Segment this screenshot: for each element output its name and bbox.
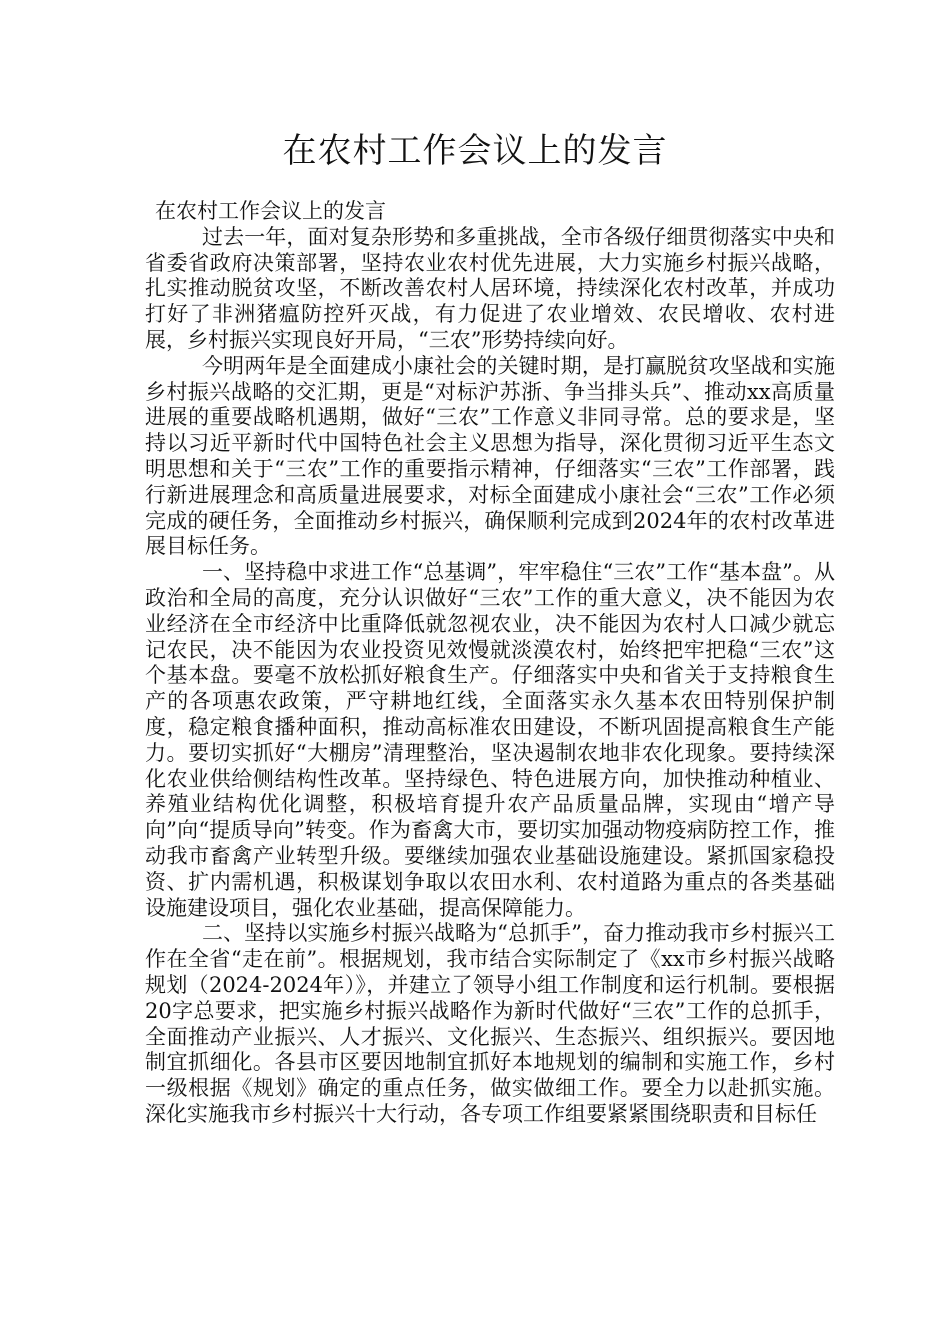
paragraph-requirements: 今明两年是全面建成小康社会的关键时期，是打赢脱贫攻坚战和实施乡村振兴战略的交汇期，更是“对标沪苏浙、争当排头兵”、推动xx高质量进展的重要战略机遇期，做好“三农”工作意义非同寻常。总的要求是，坚持以习近平新时代中国特色社会主义思想为指导，深化贯彻习近平生态文明思想和关于“三农”工作的重要指示精神，仔细落实“三农”工作部署，践行新进展理念和高质量进展要求，对标全面建成小康社会“三农”工作必须完成的硬任务，全面推动乡村振兴，确保顺利完成到2024年的农村改革进展目标任务。: [145, 353, 835, 559]
paragraph-section-one: 一、坚持稳中求进工作“总基调”，牢牢稳住“三农”工作“基本盘”。从政治和全局的高度，充分认识做好“三农”工作的重大意义，决不能因为农业经济在全市经济中比重降低就忽视农业，决不能因为农村人口减少就忘记农民，决不能因为农业投资见效慢就淡漠农村，始终把牢把稳“三农”这个基本盘。要毫不放松抓好粮食生产。仔细落实中央和省关于支持粮食生产的各项惠农政策，严守耕地红线，全面落实永久基本农田特别保护制度，稳定粮食播种面积，推动高标准农田建设，不断巩固提高粮食生产能力。要切实抓好“大棚房”清理整治，坚决遏制农地非农化现象。要持续深化农业供给侧结构性改革。坚持绿色、特色进展方向，加快推动种植业、养殖业结构优化调整，积极培育提升农产品质量品牌，实现由“增产导向”向“提质导向”转变。作为畜禽大市，要切实加强动物疫病防控工作，推动我市畜禽产业转型升级。要继续加强农业基础设施建设。紧抓国家稳投资、扩内需机遇，积极谋划争取以农田水利、农村道路为重点的各类基础设施建设项目，强化农业基础，提高保障能力。: [145, 560, 835, 920]
document-title: 在农村工作会议上的发言: [282, 131, 668, 171]
document-body: [145, 199, 835, 1128]
document-subheading: 在农村工作会议上的发言: [155, 199, 386, 223]
paragraph-review: 过去一年，面对复杂形势和多重挑战，全市各级仔细贯彻落实中央和省委省政府决策部署，坚持农业农村优先进展，大力实施乡村振兴战略，扎实推动脱贫攻坚，不断改善农村人居环境，持续深化农村改革，并成功打好了非洲猪瘟防控歼灭战，有力促进了农业增效、农民增收、农村进展，乡村振兴实现良好开局，“三农”形势持续向好。: [145, 224, 835, 352]
paragraph-section-two: 二、坚持以实施乡村振兴战略为“总抓手”，奋力推动我市乡村振兴工作在全省“走在前”。根据规划，我市结合实际制定了《xx市乡村振兴战略规划（2024-2024年）》，并建立了领导小组工作制度和运行机制。要根据20字总要求，把实施乡村振兴战略作为新时代做好“三农”工作的总抓手，全面推动产业振兴、人才振兴、文化振兴、生态振兴、组织振兴。要因地制宜抓细化。各县市区要因地制宜抓好本地规划的编制和实施工作，乡村一级根据《规划》确定的重点任务，做实做细工作。要全力以赴抓实施。深化实施我市乡村振兴十大行动，各专项工作组要紧紧围绕职责和目标任: [145, 921, 835, 1126]
